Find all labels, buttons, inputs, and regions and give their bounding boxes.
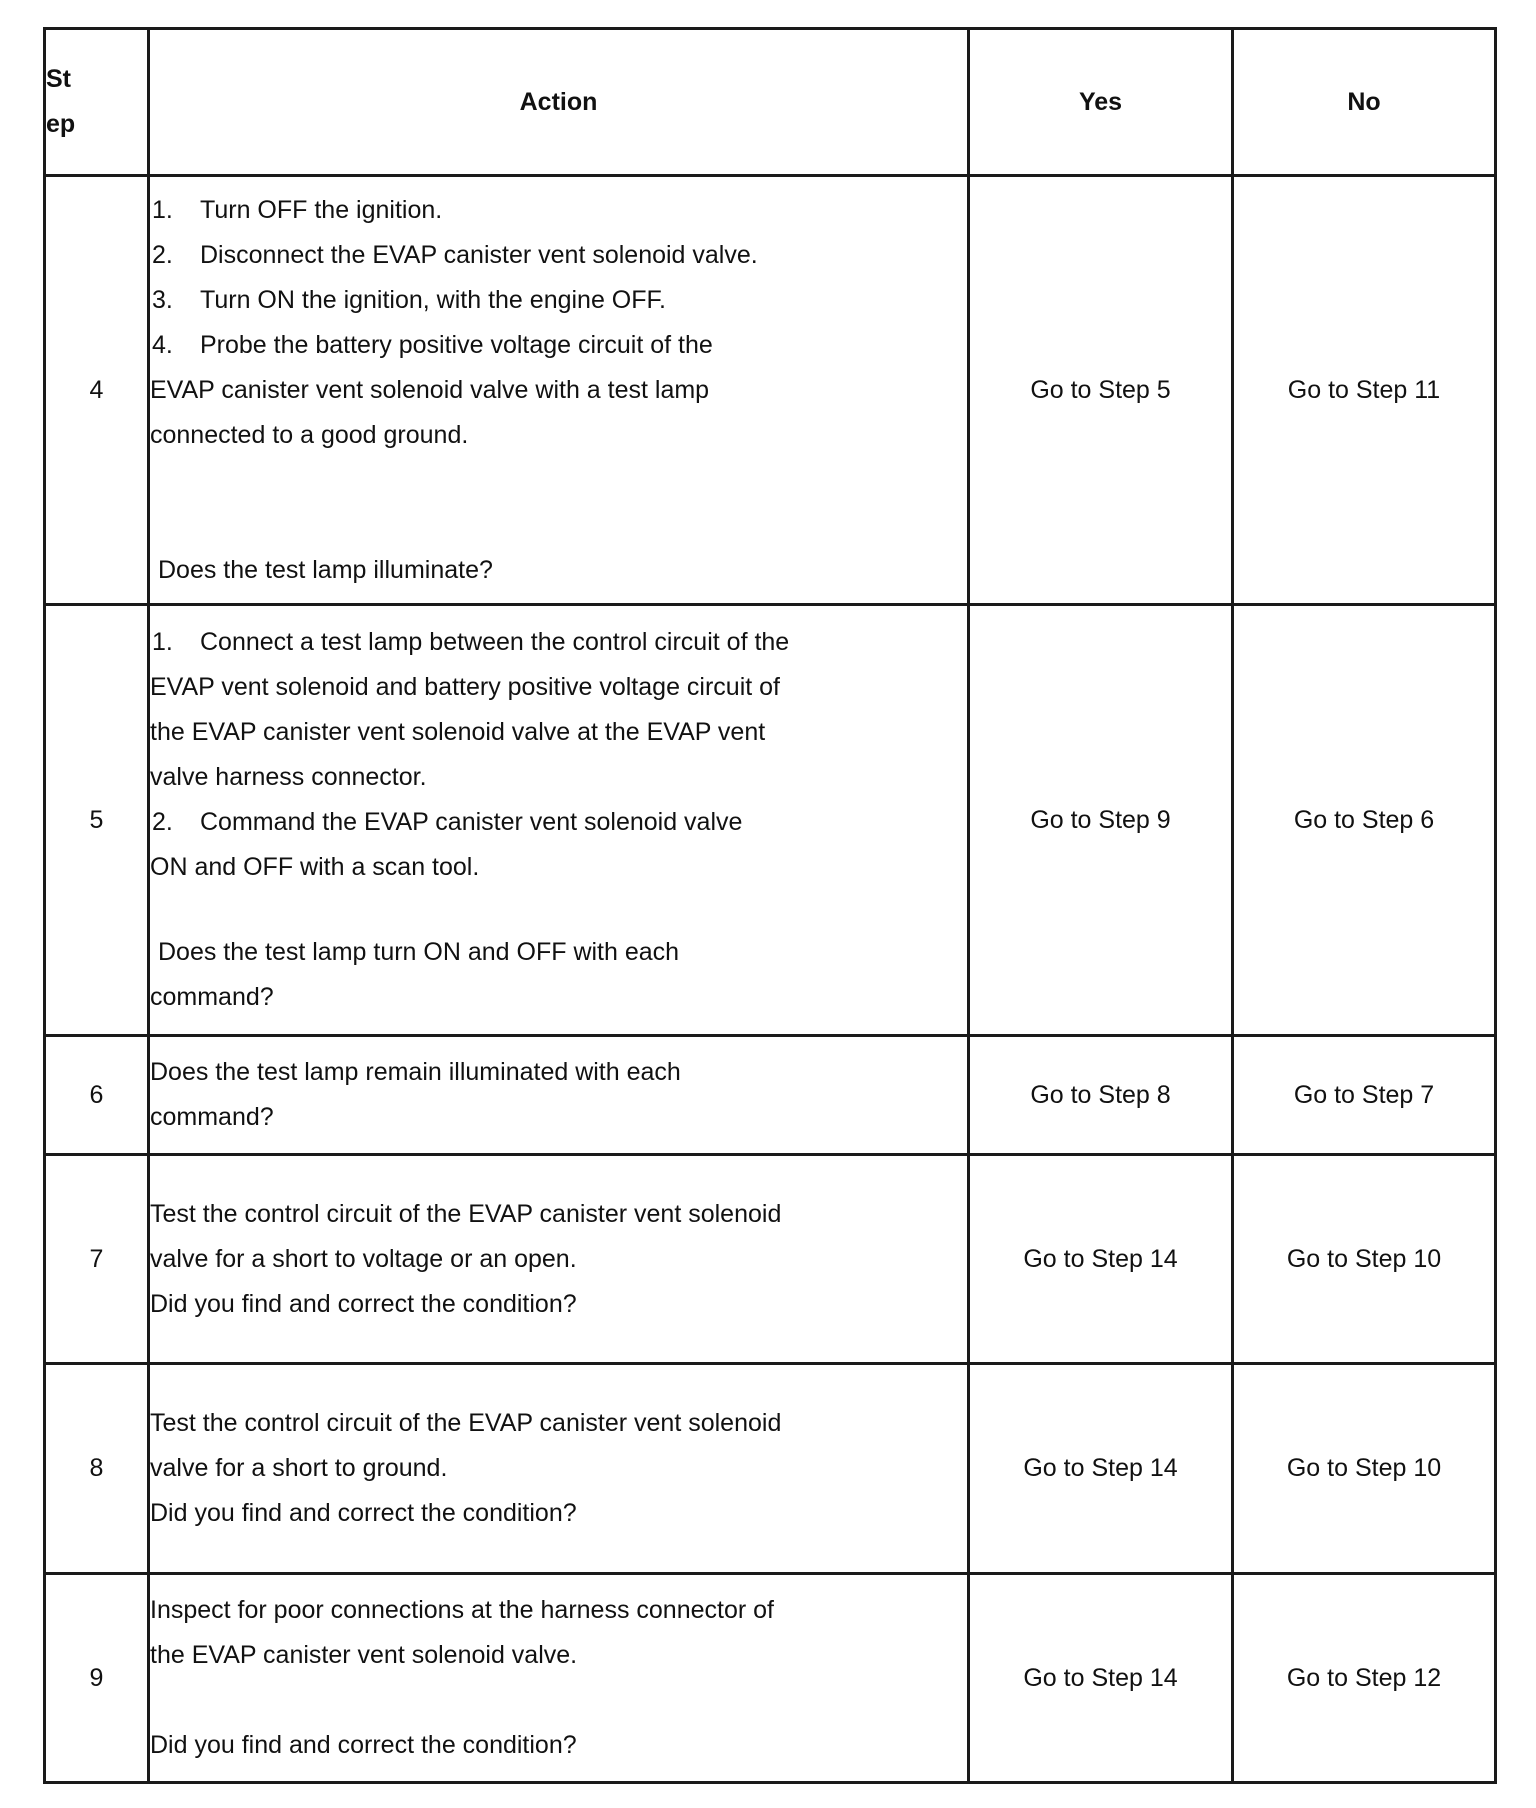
- action-line-number: 2.: [152, 808, 173, 836]
- action-line: connected to a good ground.: [150, 420, 469, 449]
- action-line: valve for a short to ground.: [150, 1454, 448, 1482]
- action-cell: [149, 176, 969, 605]
- action-line-number: 2.: [152, 240, 173, 269]
- action-line-text: Command the EVAP canister vent solenoid valve: [200, 808, 743, 836]
- yes-result: Go to Step 8: [969, 1036, 1233, 1155]
- table-row: [45, 605, 1496, 1036]
- action-line-number: 3.: [152, 285, 173, 314]
- header-step-line2: ep: [46, 110, 76, 138]
- no-result: Go to Step 12: [1233, 1574, 1496, 1783]
- step-number: 6: [45, 1036, 149, 1155]
- header-yes: Yes: [969, 29, 1233, 176]
- no-result: Go to Step 7: [1233, 1036, 1496, 1155]
- action-line: the EVAP canister vent solenoid valve at the EVAP vent: [150, 718, 766, 746]
- action-question: Does the test lamp turn ON and OFF with each: [158, 938, 680, 966]
- table-row: [45, 176, 1496, 605]
- action-line: [150, 233, 967, 278]
- action-line-number: 1.: [152, 195, 173, 224]
- diagnostic-table: [43, 27, 1497, 1784]
- action-cell: [149, 1574, 969, 1783]
- action-line: valve for a short to voltage or an open.: [150, 1244, 577, 1273]
- action-cell: [149, 605, 969, 1036]
- action-line: [150, 278, 967, 323]
- action-line: valve harness connector.: [150, 763, 427, 791]
- action-line: Does the test lamp remain illuminated with each: [150, 1058, 681, 1086]
- action-line: [150, 620, 967, 665]
- action-question: command?: [150, 983, 274, 1011]
- action-line: the EVAP canister vent solenoid valve.: [150, 1641, 578, 1669]
- action-line: [150, 800, 967, 845]
- yes-result: Go to Step 9: [969, 605, 1233, 1036]
- action-line-text: Connect a test lamp between the control circuit of the: [200, 628, 790, 656]
- yes-result: Go to Step 5: [969, 176, 1233, 605]
- action-line: Did you find and correct the condition?: [150, 1289, 577, 1318]
- action-line: Did you find and correct the condition?: [150, 1499, 577, 1527]
- action-cell: [149, 1036, 969, 1155]
- no-result: Go to Step 6: [1233, 605, 1496, 1036]
- step-number: 5: [45, 605, 149, 1036]
- action-cell: [149, 1155, 969, 1364]
- action-line: ON and OFF with a scan tool.: [150, 853, 480, 881]
- action-line-number: 1.: [152, 628, 173, 656]
- action-line-text: Turn ON the ignition, with the engine OFF.: [200, 285, 666, 314]
- header-no: No: [1233, 29, 1496, 176]
- yes-result: Go to Step 14: [969, 1155, 1233, 1364]
- table-row: [45, 1036, 1496, 1155]
- step-number: 8: [45, 1364, 149, 1574]
- action-line: command?: [150, 1103, 274, 1131]
- action-question: Did you find and correct the condition?: [150, 1731, 577, 1759]
- no-result: Go to Step 11: [1233, 176, 1496, 605]
- header-action: Action: [149, 29, 969, 176]
- no-result: Go to Step 10: [1233, 1364, 1496, 1574]
- table-row: [45, 1155, 1496, 1364]
- action-line: Test the control circuit of the EVAP canister vent solenoid: [150, 1199, 782, 1228]
- action-question: Does the test lamp illuminate?: [158, 555, 493, 584]
- header-step: [45, 29, 149, 176]
- action-line-text: Disconnect the EVAP canister vent solenoid valve.: [200, 240, 758, 269]
- action-line-text: Probe the battery positive voltage circuit of the: [200, 330, 713, 359]
- table-row: [45, 1364, 1496, 1574]
- action-line: [150, 323, 967, 368]
- yes-result: Go to Step 14: [969, 1574, 1233, 1783]
- header-step-line1: St: [46, 65, 71, 93]
- table-row: [45, 1574, 1496, 1783]
- action-line: [150, 188, 967, 233]
- yes-result: Go to Step 14: [969, 1364, 1233, 1574]
- header-row: [45, 29, 1496, 176]
- action-line: Test the control circuit of the EVAP canister vent solenoid: [150, 1409, 782, 1437]
- action-line: EVAP vent solenoid and battery positive voltage circuit of: [150, 673, 780, 701]
- step-number: 9: [45, 1574, 149, 1783]
- action-line: EVAP canister vent solenoid valve with a test lamp: [150, 375, 710, 404]
- action-cell: [149, 1364, 969, 1574]
- step-number: 4: [45, 176, 149, 605]
- action-line: Inspect for poor connections at the harness connector of: [150, 1596, 774, 1624]
- action-line-text: Turn OFF the ignition.: [200, 195, 443, 224]
- no-result: Go to Step 10: [1233, 1155, 1496, 1364]
- action-line-number: 4.: [152, 330, 173, 359]
- step-number: 7: [45, 1155, 149, 1364]
